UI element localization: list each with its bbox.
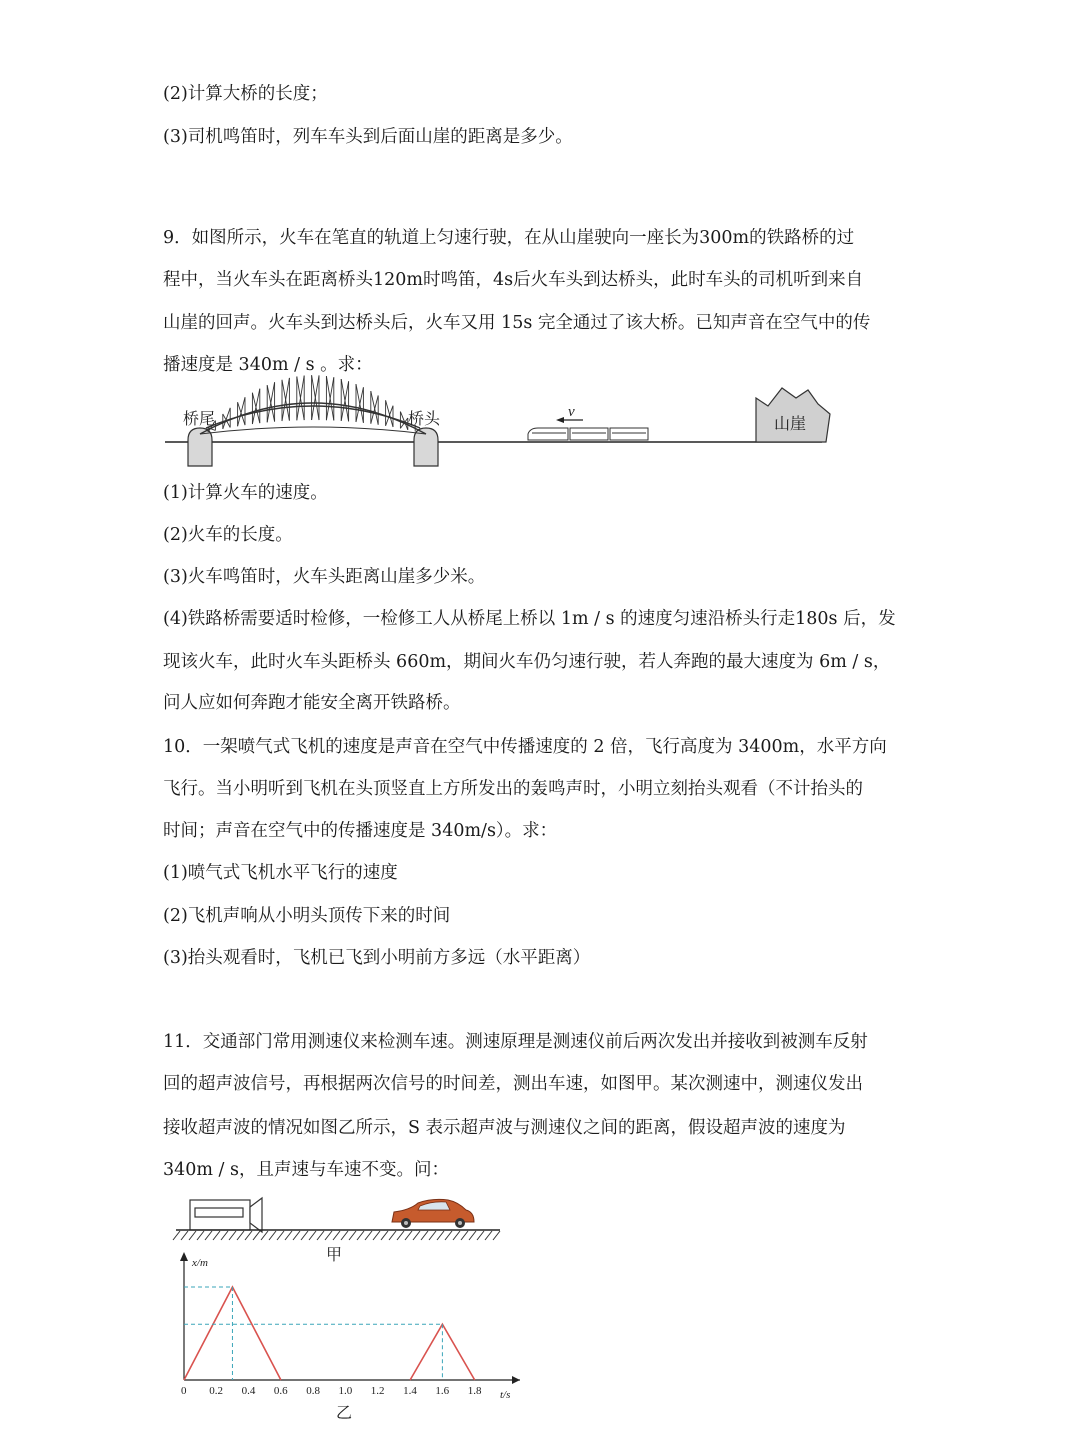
x-tick-label: 0.6	[273, 1385, 288, 1397]
label-bridge-tail: 桥尾	[183, 409, 216, 428]
hatch-mark	[349, 1231, 356, 1240]
q8-sub2: (2)计算大桥的长度；	[163, 84, 328, 104]
hatch-mark	[341, 1231, 348, 1240]
q9-line-1: 9．如图所示，火车在笔直的轨道上匀速行驶，在从山崖驶向一座长为300m的铁路桥的过	[163, 228, 855, 248]
hatch-mark	[365, 1231, 372, 1240]
hatch-mark	[213, 1231, 220, 1240]
hatch-mark	[269, 1231, 276, 1240]
hatch-mark	[469, 1231, 476, 1240]
hatch-mark	[397, 1231, 404, 1240]
q10-line-2: 飞行。当小明听到飞机在头顶竖直上方所发出的轰鸣声时，小明立刻抬头观看（不计抬头的	[163, 779, 863, 799]
hatch-mark	[357, 1231, 364, 1240]
hatch-mark	[205, 1231, 212, 1240]
y-axis-label: x/m	[192, 1257, 208, 1269]
x-tick-label: 1.6	[435, 1385, 450, 1397]
q9-sub4-line2: 现该火车，此时火车头距桥头 660m，期间火车仍匀速行驶，若人奔跑的最大速度为 6m / s，	[163, 652, 891, 672]
hatch-mark	[229, 1231, 236, 1240]
q9-sub4-line1: (4)铁路桥需要适时检修，一检修工人从桥尾上桥以 1m / s 的速度匀速沿桥头行走180s 后，发	[163, 609, 896, 629]
q9-line-3: 山崖的回声。火车头到达桥头后，火车又用 15s 完全通过了该大桥。已知声音在空气中的传	[163, 313, 871, 333]
hatch-mark	[485, 1231, 492, 1240]
fig-jia-label: 甲	[326, 1245, 343, 1264]
q11-line-2: 回的超声波信号，再根据两次信号的时间差，测出车速，如图甲。某次测速中，测速仪发出	[163, 1074, 863, 1094]
hatch-mark	[445, 1231, 452, 1240]
hatch-mark	[301, 1231, 308, 1240]
fig-yi-label: 乙	[336, 1403, 353, 1422]
q10-line-3: 时间；声音在空气中的传播速度是 340m/s）。求：	[163, 821, 558, 841]
q9-sub3: (3)火车鸣笛时，火车头距离山崖多少米。	[163, 567, 486, 587]
q11-line-4: 340m / s，且声速与车速不变。问：	[163, 1160, 449, 1180]
hatch-mark	[325, 1231, 332, 1240]
hatch-mark	[405, 1231, 412, 1240]
hatch-mark	[317, 1231, 324, 1240]
x-tick-label: 1.8	[467, 1385, 482, 1397]
q10-sub1: (1)喷气式飞机水平飞行的速度	[163, 863, 398, 883]
speed-gun	[190, 1198, 262, 1232]
road-hatch	[173, 1231, 500, 1240]
q9-sub1: (1)计算火车的速度。	[163, 483, 328, 503]
q9-sub2: (2)火车的长度。	[163, 525, 293, 545]
q9-sub4-line3: 问人应如何奔跑才能安全离开铁路桥。	[163, 693, 461, 713]
hatch-mark	[421, 1231, 428, 1240]
chart-axes	[184, 1258, 520, 1380]
hatch-mark	[237, 1231, 244, 1240]
q9-line-2: 程中，当火车头在距离桥头120m时鸣笛，4s后火车头到达桥头，此时车头的司机听到来自	[163, 270, 864, 290]
hatch-mark	[389, 1231, 396, 1240]
y-axis-arrow	[180, 1252, 188, 1261]
hatch-mark	[477, 1231, 484, 1240]
hatch-mark	[309, 1231, 316, 1240]
q9-line-4: 播速度是 340m / s 。求：	[163, 355, 373, 375]
hatch-mark	[333, 1231, 340, 1240]
hatch-mark	[373, 1231, 380, 1240]
hatch-mark	[413, 1231, 420, 1240]
hatch-mark	[189, 1231, 196, 1240]
q8-sub3: (3)司机鸣笛时，列车车头到后面山崖的距离是多少。	[163, 127, 573, 147]
hatch-mark	[493, 1231, 500, 1240]
hatch-mark	[245, 1231, 252, 1240]
hatch-mark	[221, 1231, 228, 1240]
x-tick-label: 0.2	[209, 1385, 224, 1397]
hatch-mark	[453, 1231, 460, 1240]
car-icon	[392, 1199, 474, 1228]
x-axis-arrow	[512, 1376, 520, 1384]
hatch-mark	[253, 1231, 260, 1240]
hatch-mark	[173, 1231, 180, 1240]
hatch-mark	[461, 1231, 468, 1240]
x-tick-label: 1.4	[403, 1385, 417, 1397]
q10-sub2: (2)飞机声响从小明头顶传下来的时间	[163, 906, 451, 926]
hatch-mark	[429, 1231, 436, 1240]
q10-line-1: 10．一架喷气式飞机的速度是声音在空气中传播速度的 2 倍，飞行高度为 3400m，水平方向	[163, 737, 887, 757]
x-tick-label: 1.2	[370, 1385, 385, 1397]
x-axis-label: t/s	[500, 1389, 511, 1401]
hatch-mark	[197, 1231, 204, 1240]
hatch-mark	[381, 1231, 388, 1240]
hatch-mark	[293, 1231, 300, 1240]
hatch-mark	[181, 1231, 188, 1240]
q11-line-1: 11．交通部门常用测速仪来检测车速。测速原理是测速仪前后两次发出并接收到被测车反射	[163, 1032, 868, 1052]
x-ticks	[181, 1385, 482, 1397]
label-cliff: 山崖	[774, 414, 807, 433]
chart-series	[184, 1287, 475, 1380]
label-bridge-head: 桥头	[408, 409, 441, 428]
hatch-mark	[437, 1231, 444, 1240]
x-tick-label: 0.8	[306, 1385, 320, 1397]
x-tick-label: 0	[181, 1385, 187, 1397]
velocity-label: v	[568, 404, 575, 420]
hatch-mark	[285, 1231, 292, 1240]
x-tick-label: 0.4	[241, 1385, 256, 1397]
q10-sub3: (3)抬头观看时，飞机已飞到小明前方多远（水平距离）	[163, 948, 591, 968]
q11-line-3: 接收超声波的情况如图乙所示，S 表示超声波与测速仪之间的距离，假设超声波的速度为	[163, 1118, 846, 1138]
x-tick-label: 1.0	[338, 1385, 353, 1397]
hatch-mark	[277, 1231, 284, 1240]
